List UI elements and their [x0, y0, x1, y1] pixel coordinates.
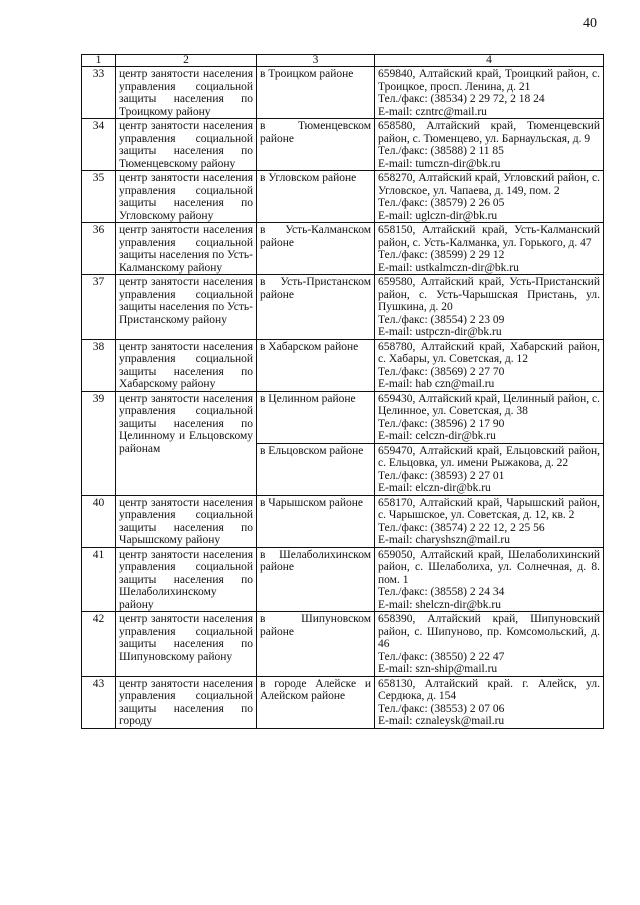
service-area-cell: в Шипуновском районе	[257, 612, 375, 677]
table-row	[82, 339, 604, 391]
table-header-row	[82, 55, 604, 67]
row-number: 42	[82, 612, 116, 677]
table-row	[82, 612, 604, 677]
column-header: 3	[257, 55, 375, 67]
column-header: 4	[375, 55, 604, 67]
contact-cell: 659430, Алтайский край, Целинный район, с. Целинное, ул. Советская, д. 38 Тел./факс: (38596) 2 17 90 E-mail: celczn-dir@bk.ru	[375, 391, 604, 443]
row-number: 39	[82, 391, 116, 495]
table-row	[82, 547, 604, 612]
row-number: 36	[82, 223, 116, 275]
contact-cell: 659470, Алтайский край, Ельцовский район, с. Ельцовка, ул. имени Рыжакова, д. 22 Тел./факс: (38593) 2 27 01 E-mail: elczn-dir@bk.ru	[375, 443, 604, 495]
table-row	[82, 223, 604, 275]
service-area-cell: в Чарышском районе	[257, 495, 375, 547]
row-number: 41	[82, 547, 116, 612]
table-row	[82, 495, 604, 547]
contact-cell: 658580, Алтайский край, Тюменцевский район, с. Тюменцево, ул. Барнаульская, д. 9 Тел./факс: (38588) 2 11 85 E-mail: tumczn-dir@bk.ru	[375, 119, 604, 171]
table-row	[82, 275, 604, 340]
row-number: 35	[82, 171, 116, 223]
row-number: 33	[82, 67, 116, 119]
service-area-cell: в Усть-Пристанском районе	[257, 275, 375, 340]
service-area-cell: в Угловском районе	[257, 171, 375, 223]
organization-cell: центр занятости населения управления социальной защиты населения по Целинному и Ельцовскому районам	[116, 391, 257, 495]
service-area-cell: в Шелаболихинском районе	[257, 547, 375, 612]
row-number: 40	[82, 495, 116, 547]
service-area-cell: в Усть-Калманском районе	[257, 223, 375, 275]
organization-cell: центр занятости населения управления социальной защиты населения по городу	[116, 676, 257, 728]
table-row	[82, 119, 604, 171]
contact-cell: 658130, Алтайский край. г. Алейск, ул. Сердюка, д. 154 Тел./факс: (38553) 2 07 06 E-mail: cznaleysk@mail.ru	[375, 676, 604, 728]
contact-cell: 659840, Алтайский край, Троицкий район, с. Троицкое, просп. Ленина, д. 21 Тел./факс: (38534) 2 29 72, 2 18 24 E-mail: czntrc@mail.ru	[375, 67, 604, 119]
service-area-cell: в Целинном районе	[257, 391, 375, 443]
organization-cell: центр занятости населения управления социальной защиты населения по Чарышскому району	[116, 495, 257, 547]
employment-centers-table	[81, 54, 604, 729]
service-area-cell: в Хабарском районе	[257, 339, 375, 391]
table-row	[82, 171, 604, 223]
row-number: 43	[82, 676, 116, 728]
organization-cell: центр занятости населения управления социальной защиты населения по Тюменцевскому району	[116, 119, 257, 171]
organization-cell: центр занятости населения управления социальной защиты населения по Шелаболихинскому району	[116, 547, 257, 612]
column-header: 1	[82, 55, 116, 67]
organization-cell: центр занятости населения управления социальной защиты населения по Усть-Пристанскому району	[116, 275, 257, 340]
organization-cell: центр занятости населения управления социальной защиты населения по Шипуновскому району	[116, 612, 257, 677]
service-area-cell: в Ельцовском районе	[257, 443, 375, 495]
table-row	[82, 67, 604, 119]
table-row	[82, 676, 604, 728]
service-area-cell: в городе Алейске и Алейском районе	[257, 676, 375, 728]
organization-cell: центр занятости населения управления социальной защиты населения по Троицкому району	[116, 67, 257, 119]
column-header: 2	[116, 55, 257, 67]
service-area-cell: в Тюменцевском районе	[257, 119, 375, 171]
row-number: 34	[82, 119, 116, 171]
contact-cell: 658390, Алтайский край, Шипуновский район, с. Шипуново, пр. Комсомольский, д. 46 Тел./факс: (38550) 2 22 47 E-mail: szn-ship@mail.ru	[375, 612, 604, 677]
service-area-cell: в Троицком районе	[257, 67, 375, 119]
organization-cell: центр занятости населения управления социальной защиты населения по Хабарскому району	[116, 339, 257, 391]
organization-cell: центр занятости населения управления социальной защиты населения по Угловскому району	[116, 171, 257, 223]
organization-cell: центр занятости населения управления социальной защиты населения по Усть-Калманскому району	[116, 223, 257, 275]
contact-cell: 658170, Алтайский край, Чарышский район, с. Чарышское, ул. Советская, д. 12, кв. 2 Тел./факс: (38574) 2 22 12, 2 25 56 E-mail: charyshszn@mail.ru	[375, 495, 604, 547]
contact-cell: 659580, Алтайский край, Усть-Пристанский район, с. Усть-Чарышская Пристань, ул. Пушкина, д. 20 Тел./факс: (38554) 2 23 09 E-mail: ustpczn-dir@bk.ru	[375, 275, 604, 340]
contact-cell: 658780, Алтайский край, Хабарский район, с. Хабары, ул. Советская, д. 12 Тел./факс: (38569) 2 27 70 E-mail: hab czn@mail.ru	[375, 339, 604, 391]
contact-cell: 659050, Алтайский край, Шелаболихинский район, с. Шелаболиха, ул. Солнечная, д. 8. пом. 1 Тел./факс: (38558) 2 24 34 E-mail: shelczn-dir@bk.ru	[375, 547, 604, 612]
contact-cell: 658270, Алтайский край, Угловский район, с. Угловское, ул. Чапаева, д. 149, пом. 2 Тел./факс: (38579) 2 26 05 E-mail: uglczn-dir@bk.ru	[375, 171, 604, 223]
row-number: 37	[82, 275, 116, 340]
row-number: 38	[82, 339, 116, 391]
page-number: 40	[583, 16, 597, 31]
contact-cell: 658150, Алтайский край, Усть-Калманский район, с. Усть-Калманка, ул. Горького, д. 47 Тел./факс: (38599) 2 29 12 E-mail: ustkalmczn-dir@bk.ru	[375, 223, 604, 275]
table-row	[82, 391, 604, 443]
